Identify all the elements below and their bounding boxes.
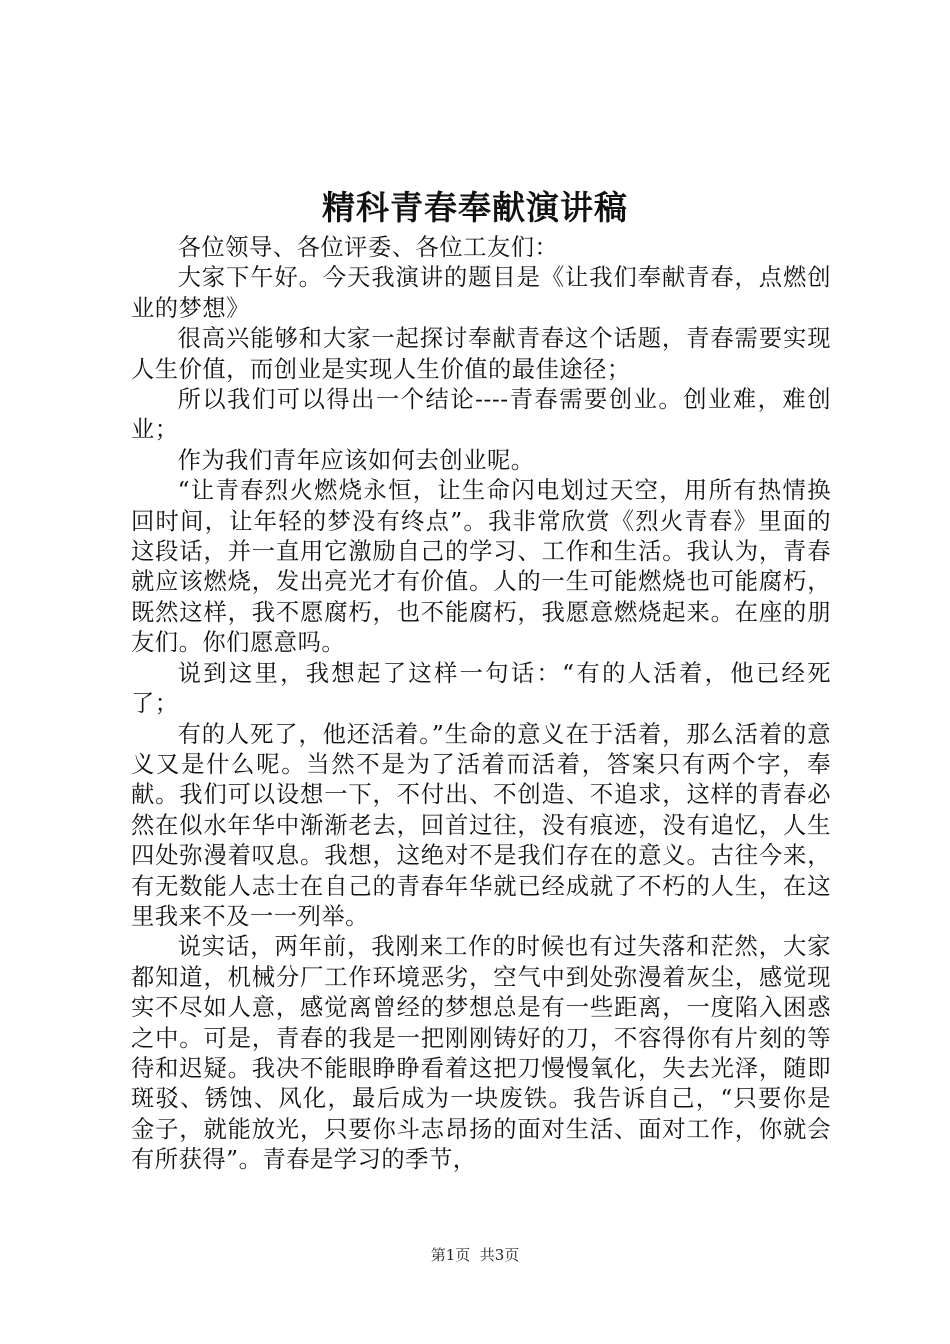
paragraph: 所以我们可以得出一个结论----青春需要创业。创业难，难创业； [131, 386, 831, 444]
paragraph-topic: 大家下午好。今天我演讲的题目是《让我们奉献青春，点燃创业的梦想》 [131, 264, 831, 322]
paragraph: 说到这里，我想起了这样一句话：“有的人活着，他已经死了； [131, 659, 831, 718]
paragraph: 很高兴能够和大家一起探讨奉献青春这个话题，青春需要实现人生价值，而创业是实现人生价值的最佳途径； [131, 325, 831, 383]
page-number-label: 第1页 共3页 [430, 1246, 520, 1264]
paragraph-greeting: 各位领导、各位评委、各位工友们： [177, 234, 559, 261]
paragraph: 作为我们青年应该如何去创业呢。 [177, 446, 535, 474]
paragraph: “让青春烈火燃烧永恒，让生命闪电划过天空，用所有热情换回时间，让年轻的梦没有终点”。我非常欣赏《烈火青春》里面的这段话，并一直用它激励自己的学习、工作和生活。我认为，青春就应该燃烧，发出亮光才有价值。人的一生可能燃烧也可能腐朽，既然这样，我不愿腐朽，也不能腐朽，我愿意燃烧起来。在座的朋友们。你们愿意吗。 [131, 477, 831, 657]
document-body [131, 233, 831, 1176]
page-footer [0, 1244, 950, 1266]
document-title: 精科青春奉献演讲稿 [322, 188, 628, 227]
paragraph: 说实话，两年前，我刚来工作的时候也有过失落和茫然，大家都知道，机械分厂工作环境恶劣，空气中到处弥漫着灰尘，感觉现实不尽如人意，感觉离曾经的梦想总是有一些距离，一度陷入困惑之中。可是，青春的我是一把刚刚铸好的刀，不容得你有片刻的等待和迟疑。我决不能眼睁睁看着这把刀慢慢氧化，失去光泽，随即斑驳、锈蚀、风化，最后成为一块废铁。我告诉自己，“只要你是金子，就能放光，只要你斗志昂扬的面对生活、面对工作，你就会有所获得”。青春是学习的季节， [131, 933, 831, 1174]
paragraph: 有的人死了，他还活着。”生命的意义在于活着，那么活着的意义又是什么呢。当然不是为了活着而活着，答案只有两个字，奉献。我们可以设想一下，不付出、不创造、不追求，这样的青春必然在似水年华中渐渐老去，回首过往，没有痕迹，没有追忆，人生四处弥漫着叹息。我想，这绝对不是我们存在的意义。古往今来，有无数能人志士在自己的青春年华就已经成就了不朽的人生，在这里我来不及一一列举。 [131, 720, 831, 930]
